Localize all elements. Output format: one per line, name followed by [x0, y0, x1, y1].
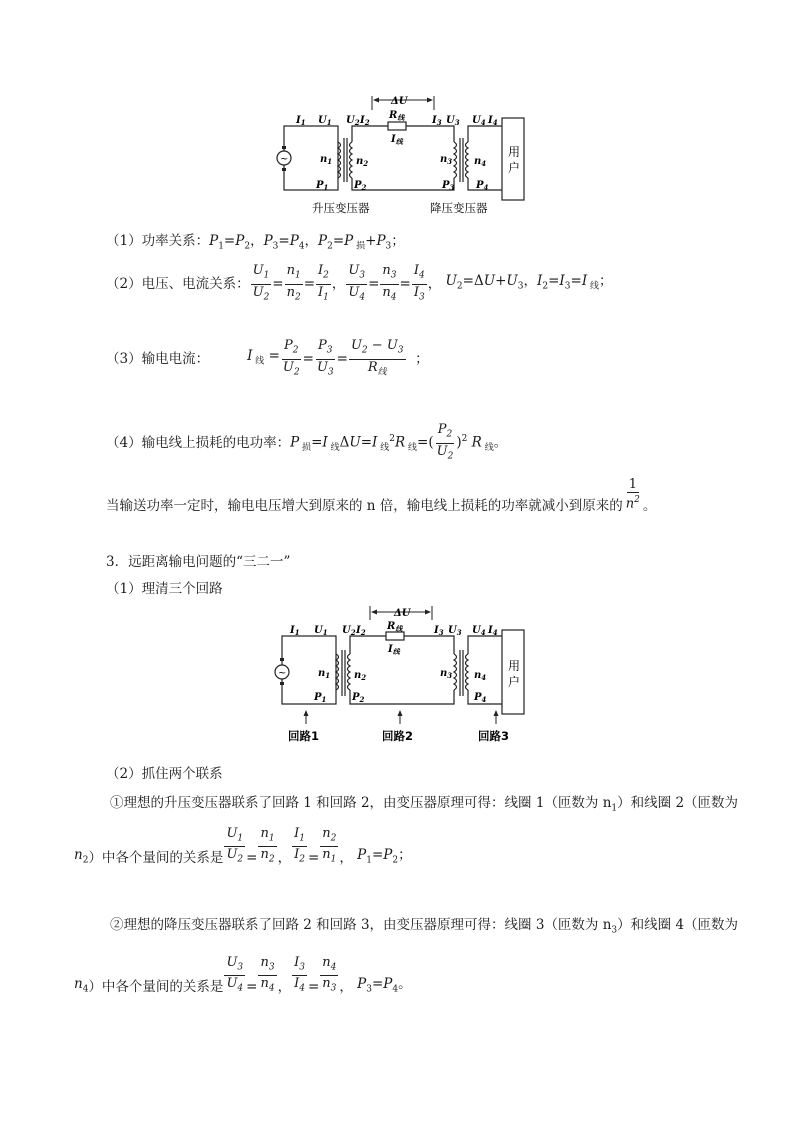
svg-text:I线: $I_线$ [391, 134, 403, 146]
svg-text:R线: $R_线$ [389, 110, 405, 122]
svg-text:回路1: 回路1 [288, 729, 320, 743]
svg-text:户: 户 [508, 161, 521, 175]
svg-text:U3: $U_3$ [448, 625, 462, 637]
svg-text:P4: $P_4$ [474, 692, 487, 704]
section-3-heading: 3．远距离输电问题的“三二一” [106, 554, 291, 570]
svg-text:U2: $U_2$ [346, 115, 360, 127]
svg-text:P4: $P_4$ [476, 180, 489, 192]
svg-text:用: 用 [508, 659, 521, 673]
svg-text:n1: $n_1$ [320, 154, 333, 166]
svg-text:n2: $n_2$ [356, 156, 369, 168]
power-relation-line: （1）功率关系：$P_1=P_2$，$P_3=P_4$，$P_2=P$ $_损+P_3$； [106, 233, 405, 252]
svg-text:P1: $P_1$ [316, 180, 329, 192]
svg-text:P1: $P_1$ [314, 692, 327, 704]
transmission-diagram-1 [270, 90, 540, 220]
svg-text:升压变压器: 升压变压器 [312, 201, 370, 215]
step-down-paragraph-line-2: $n_4$ ）中各个量间的关系是 $\frac{U_3}{U_4}$ = $\frac{n_3}{n_4}$ ， $\frac{I_3}{I_4}$ = $\frac{n_4}{n_3}$ ， $P_3=P_4$。 [74, 954, 412, 995]
step-down-paragraph-line-1: ②理想的降压变压器联系了回路 2 和回路 3，由变压器原理可得：线圈 3（匝数为 $n_3$）和线圈 4（匝数为 [110, 917, 739, 936]
svg-text:n4: $n_4$ [474, 156, 487, 168]
svg-text:I线: $I_线$ [388, 644, 400, 656]
svg-text:U2: $U_2$ [342, 625, 356, 637]
svg-text:n1: $n_1$ [318, 668, 331, 680]
svg-text:I4: $I_4$ [488, 625, 498, 637]
svg-text:U3: $U_3$ [446, 115, 460, 127]
section-3-sub1: （1）理清三个回路 [106, 581, 223, 597]
svg-text:I1: $I_1$ [296, 115, 306, 127]
voltage-current-relation-line: （2）电压、电流关系： $\frac{U_1}{U_2}$ = $\frac{n_1}{n_2}$ = $\frac{I_2}{I_1}$ ， $\frac{U_3}{U_4}$ = $\frac{n_3}{n_4}$ = $\frac{I_4}{I_3}$ ， $U_2=\Delta U+U_3$，$I_2=I_3=I$ $_线$； [106, 263, 613, 303]
svg-text:回路2: 回路2 [382, 729, 414, 743]
svg-text:用: 用 [508, 145, 521, 159]
svg-text:U1: $U_1$ [318, 115, 332, 127]
step-up-paragraph-line-1: ①理想的升压变压器联系了回路 1 和回路 2，由变压器原理可得：线圈 1（匝数为 $n_1$）和线圈 2（匝数为 [110, 795, 739, 814]
svg-text:~: ~ [278, 668, 287, 679]
svg-text:~: ~ [280, 154, 289, 165]
svg-text:ΔU: ΔU [394, 608, 411, 619]
svg-text:P3: $P_3$ [442, 180, 455, 192]
svg-text:回路3: 回路3 [478, 729, 510, 743]
svg-text:n3: $n_3$ [440, 668, 453, 680]
svg-text:n4: $n_4$ [474, 670, 487, 682]
svg-text:U1: $U_1$ [314, 625, 328, 637]
svg-text:I2: $I_2$ [356, 625, 366, 637]
svg-text:n2: $n_2$ [354, 670, 367, 682]
delta-u-label: ΔU [391, 96, 408, 107]
transmission-current-line: （3）输电电流： I $_线$ = $\frac{P_2}{U_2}$ = $\frac{P_3}{U_3}$ = $\frac{U_2 - U_3}{R_线}$ ； [106, 338, 429, 378]
power-loss-line: （4）输电线上损耗的电功率： P $_损$=I $_线$ΔU=I $_线^2$R $_线$=( $\frac{P_2}{U_2}$ )$^2$ R $_线$。 [106, 422, 508, 462]
svg-text:U4: $U_4$ [472, 625, 486, 637]
svg-text:I3: $I_3$ [434, 625, 444, 637]
loss-reduction-note: 当输送功率一定时，输电电压增大到原来的 n 倍，输电线上损耗的功率就减小到原来的 $\frac{1}{n^2}$ 。 [106, 476, 657, 514]
step-up-paragraph-line-2: $n_2$ ）中各个量间的关系是 $\frac{U_1}{U_2}$ = $\frac{n_1}{n_2}$ ， $\frac{I_1}{I_2}$ = $\frac{n_2}{n_1}$ ， $P_1=P_2$； [74, 825, 412, 866]
transmission-diagram-2 [268, 600, 538, 745]
svg-text:降压变压器: 降压变压器 [430, 201, 488, 215]
svg-text:I1: $I_1$ [290, 625, 300, 637]
svg-text:R线: $R_线$ [387, 621, 403, 633]
svg-text:户: 户 [508, 675, 521, 689]
svg-text:P2: $P_2$ [354, 180, 367, 192]
svg-text:I4: $I_4$ [488, 115, 498, 127]
svg-text:I3: $I_3$ [432, 115, 442, 127]
svg-text:U4: $U_4$ [472, 115, 486, 127]
svg-text:I2: $I_2$ [360, 115, 370, 127]
svg-text:n3: $n_3$ [440, 154, 453, 166]
svg-text:P2: $P_2$ [352, 692, 365, 704]
section-3-sub2: （2）抓住两个联系 [106, 766, 223, 782]
